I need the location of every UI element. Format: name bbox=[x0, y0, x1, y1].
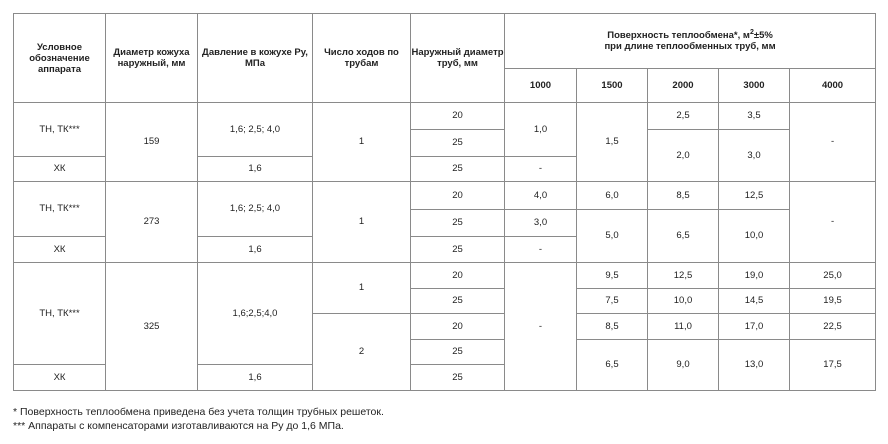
table-cell: 20 bbox=[411, 103, 505, 130]
table-cell: 17,0 bbox=[719, 314, 790, 340]
table-cell: ХК bbox=[14, 365, 106, 391]
table-cell: 3,5 bbox=[719, 103, 790, 130]
table-cell: 3,0 bbox=[505, 210, 577, 237]
table-cell: 25 bbox=[411, 157, 505, 182]
table-cell: 1,6 bbox=[198, 157, 313, 182]
table-cell: 8,5 bbox=[577, 314, 648, 340]
table-cell: - bbox=[790, 103, 876, 182]
table-cell: - bbox=[505, 263, 577, 391]
table-cell: 1,6 bbox=[198, 237, 313, 263]
table-cell: 25 bbox=[411, 365, 505, 391]
table-cell: 11,0 bbox=[648, 314, 719, 340]
header-casing-diameter: Диаметр кожуха наружный, мм bbox=[106, 14, 198, 103]
table-cell: 2,0 bbox=[648, 130, 719, 182]
table-cell: 1,6; 2,5; 4,0 bbox=[198, 103, 313, 157]
table-cell: 10,0 bbox=[648, 289, 719, 314]
table-cell: 20 bbox=[411, 314, 505, 340]
table-cell: 19,5 bbox=[790, 289, 876, 314]
table-cell: 1 bbox=[313, 182, 411, 263]
header-pressure: Давление в кожухе Ру, МПа bbox=[198, 14, 313, 103]
table-cell: 22,5 bbox=[790, 314, 876, 340]
table-cell: 25 bbox=[411, 340, 505, 365]
table-cell: 20 bbox=[411, 263, 505, 289]
table-cell: 25 bbox=[411, 130, 505, 157]
table-cell: 2,5 bbox=[648, 103, 719, 130]
heat-exchanger-spec-table bbox=[13, 13, 876, 391]
table-cell: 9,0 bbox=[648, 340, 719, 391]
footnotes bbox=[13, 405, 384, 433]
table-cell: 12,5 bbox=[648, 263, 719, 289]
table-cell: - bbox=[505, 157, 577, 182]
header-tube-diameter: Наружный диаметр труб, мм bbox=[411, 14, 505, 103]
header-passes: Число ходов по трубам bbox=[313, 14, 411, 103]
table-cell: 5,0 bbox=[577, 210, 648, 263]
table-cell: 9,5 bbox=[577, 263, 648, 289]
table-cell: 6,5 bbox=[648, 210, 719, 263]
table-cell: ХК bbox=[14, 237, 106, 263]
table-cell: 25,0 bbox=[790, 263, 876, 289]
table-cell: 1,6;2,5;4,0 bbox=[198, 263, 313, 365]
table-cell: 8,5 bbox=[648, 182, 719, 210]
table-cell: 10,0 bbox=[719, 210, 790, 263]
table-cell: ТН, ТК*** bbox=[14, 182, 106, 237]
table-cell: 6,0 bbox=[577, 182, 648, 210]
table-cell: ХК bbox=[14, 157, 106, 182]
table-cell: 273 bbox=[106, 182, 198, 263]
table-cell: 1,6; 2,5; 4,0 bbox=[198, 182, 313, 237]
header-length-4000: 4000 bbox=[790, 69, 876, 103]
table-cell: 14,5 bbox=[719, 289, 790, 314]
table-cell: 25 bbox=[411, 237, 505, 263]
header-designation: Условное обозначение аппарата bbox=[14, 14, 106, 103]
table-cell: 25 bbox=[411, 289, 505, 314]
table-cell: 6,5 bbox=[577, 340, 648, 391]
table-cell: - bbox=[790, 182, 876, 263]
table-cell: 3,0 bbox=[719, 130, 790, 182]
table-cell: 17,5 bbox=[790, 340, 876, 391]
header-length-2000: 2000 bbox=[648, 69, 719, 103]
table-cell: 1,0 bbox=[505, 103, 577, 157]
footnote-surface: * Поверхность теплообмена приведена без учета толщин трубных решеток. bbox=[13, 406, 384, 418]
header-surface-title: Поверхность теплообмена*, $м^2\pm 5\%$ bbox=[607, 28, 773, 41]
header-surface bbox=[505, 14, 876, 69]
table-cell: 1,6 bbox=[198, 365, 313, 391]
header-length-3000: 3000 bbox=[719, 69, 790, 103]
table-cell: 1 bbox=[313, 103, 411, 182]
header-length-1500: 1500 bbox=[577, 69, 648, 103]
table-cell: 13,0 bbox=[719, 340, 790, 391]
table-cell: 1 bbox=[313, 263, 411, 314]
table-cell: 7,5 bbox=[577, 289, 648, 314]
table-cell: - bbox=[505, 237, 577, 263]
table-cell: ТН, ТК*** bbox=[14, 103, 106, 157]
table-cell: 325 bbox=[106, 263, 198, 391]
table-cell: 19,0 bbox=[719, 263, 790, 289]
header-length-1000: 1000 bbox=[505, 69, 577, 103]
table-cell: 1,5 bbox=[577, 103, 648, 182]
header-surface-subtitle: при длине теплообменных труб, мм bbox=[604, 41, 776, 52]
table-cell: 2 bbox=[313, 314, 411, 391]
footnote-compensators: *** Аппараты с компенсаторами изготавливаются на Ру до 1,6 МПа. bbox=[13, 420, 344, 432]
table-cell: 159 bbox=[106, 103, 198, 182]
table-cell: 25 bbox=[411, 210, 505, 237]
table-cell: 20 bbox=[411, 182, 505, 210]
table-cell: 12,5 bbox=[719, 182, 790, 210]
table-cell: ТН, ТК*** bbox=[14, 263, 106, 365]
table-cell: 4,0 bbox=[505, 182, 577, 210]
